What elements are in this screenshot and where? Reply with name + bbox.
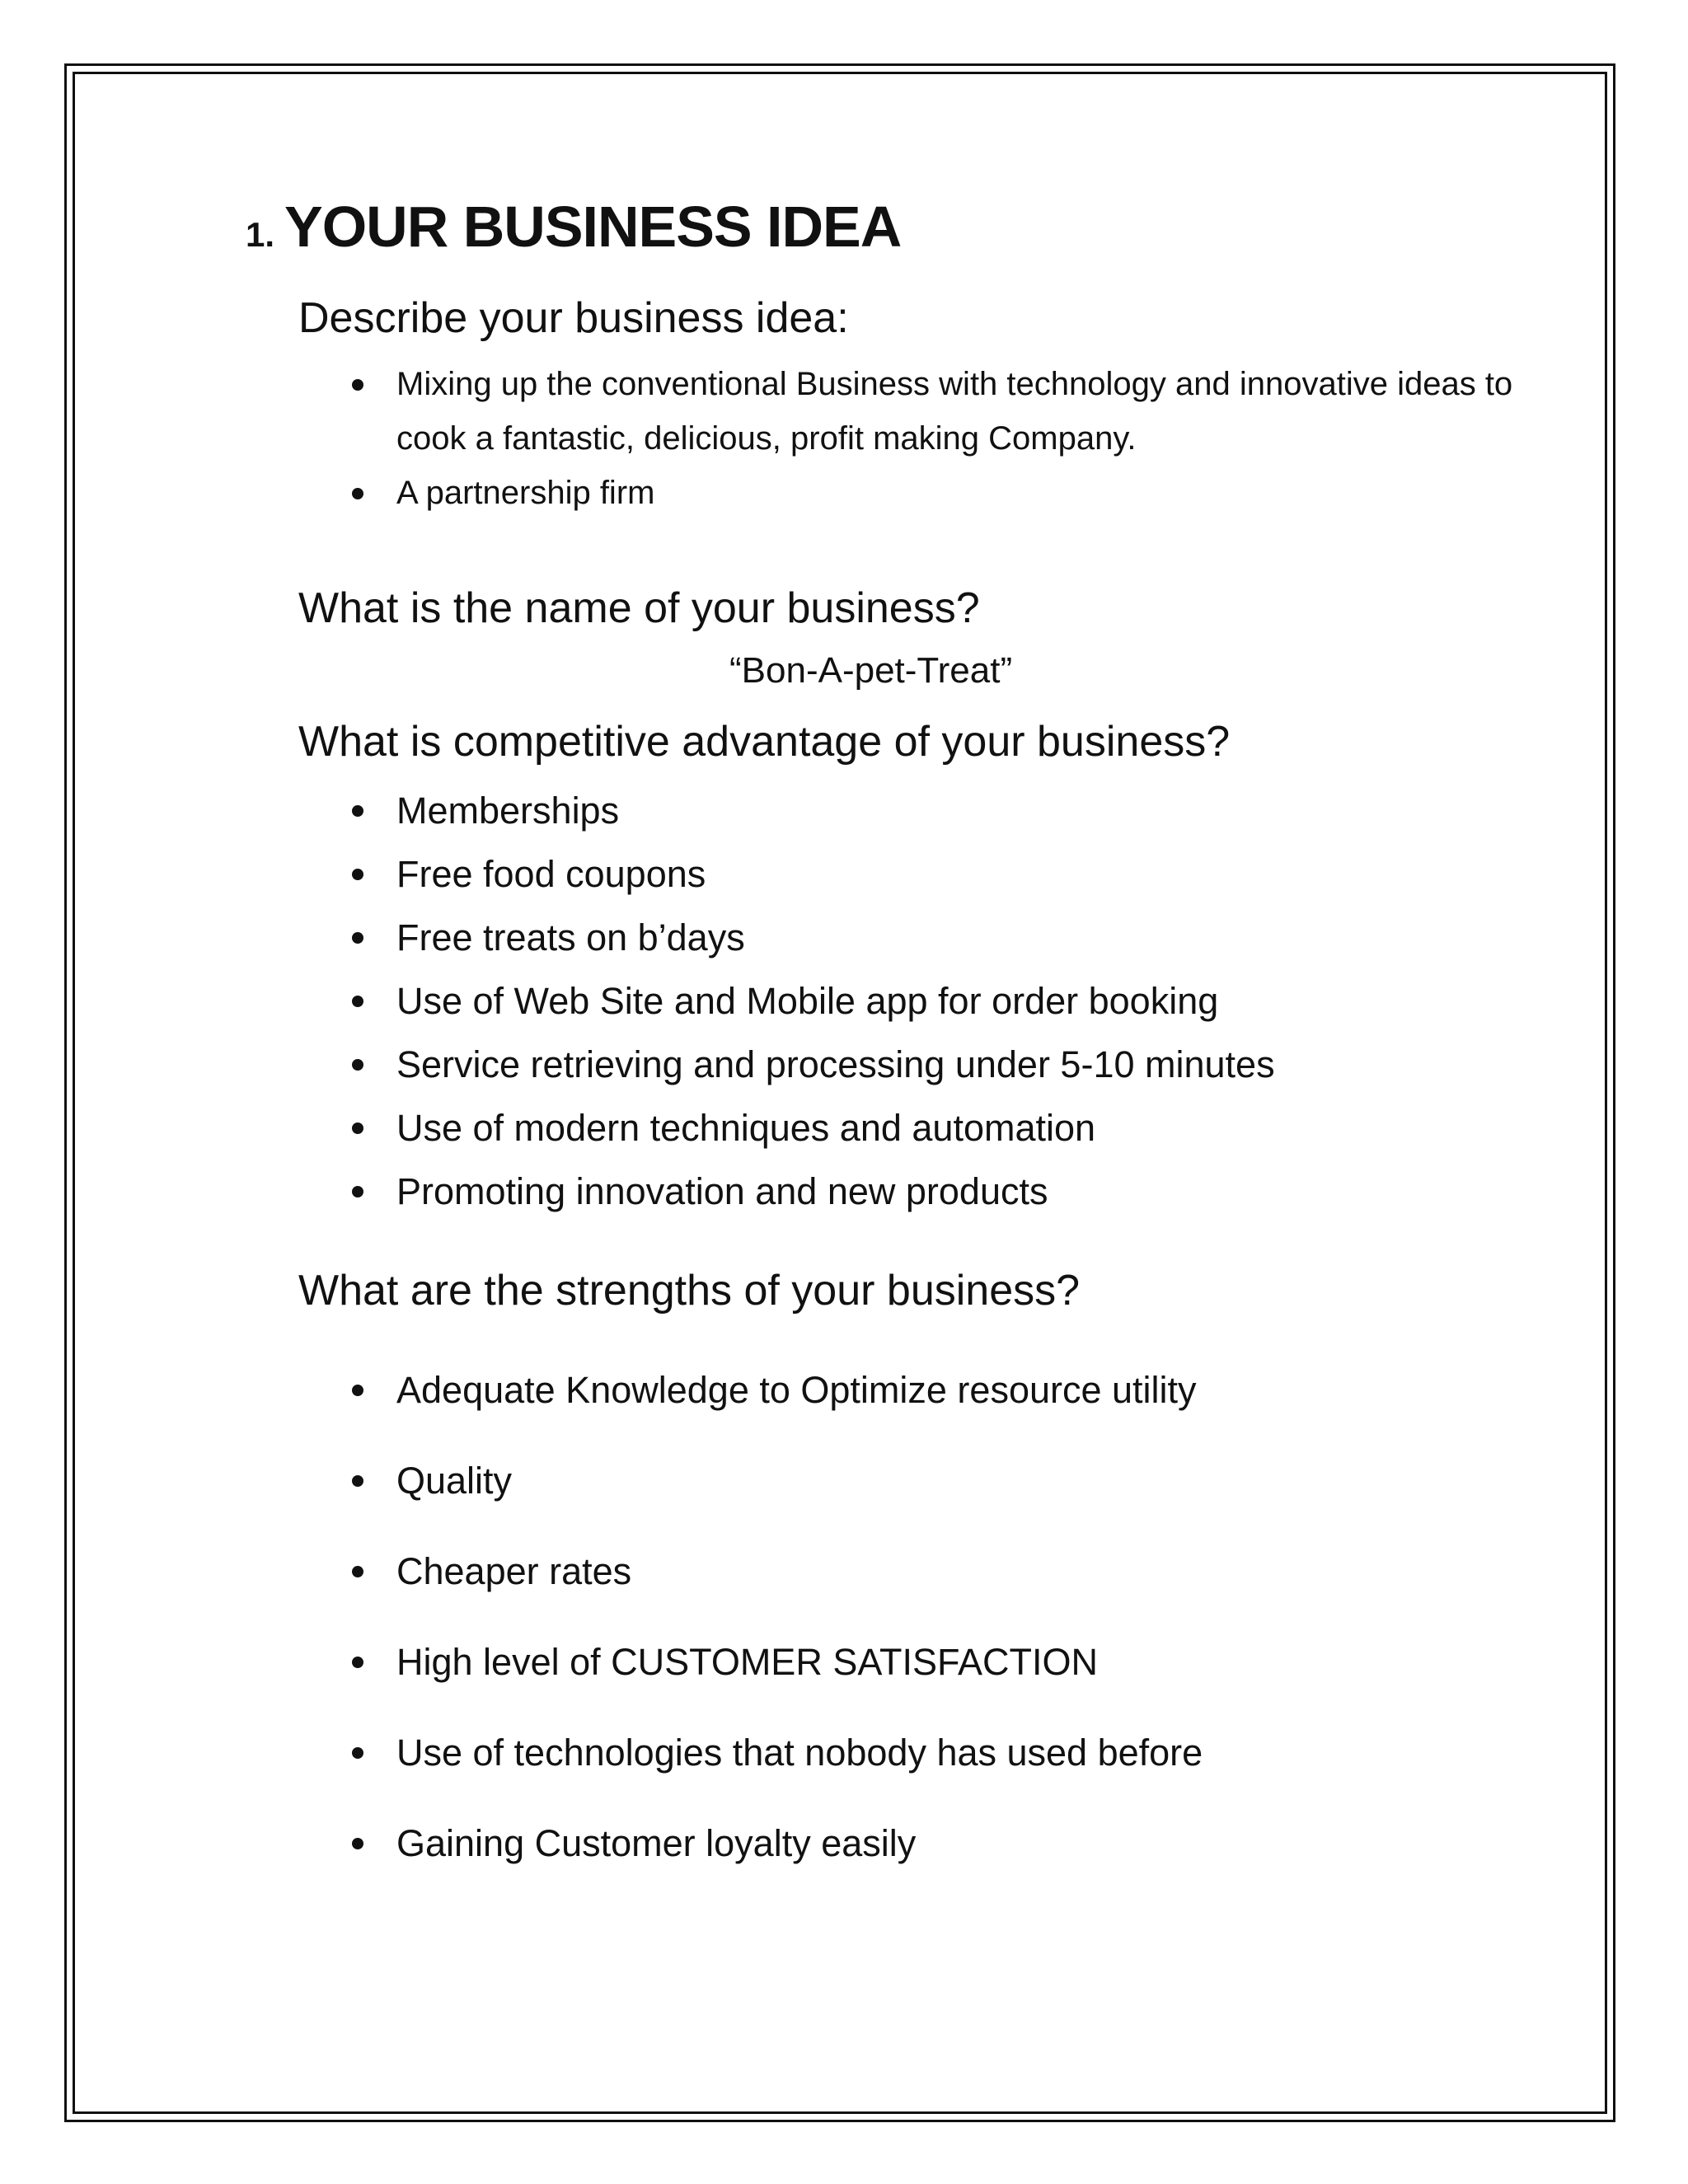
section-number: 1. xyxy=(246,215,275,254)
bullet-icon xyxy=(352,805,363,817)
list-item-text: Free food coupons xyxy=(396,853,706,895)
list-item xyxy=(298,1526,1203,1617)
list-item xyxy=(298,1798,1203,1889)
bullet-icon xyxy=(352,1475,363,1487)
section-heading xyxy=(246,194,902,259)
bullet-icon xyxy=(352,1385,363,1396)
describe-list xyxy=(298,357,1550,520)
strengths-list xyxy=(298,1345,1203,1889)
list-item xyxy=(298,1436,1203,1526)
list-item xyxy=(298,969,1275,1033)
list-item xyxy=(298,1160,1275,1223)
bullet-icon xyxy=(352,996,363,1007)
list-item-text: Mixing up the conventional Business with technology and innovative ideas to cook a fantastic, delicious, profit making Company. xyxy=(396,366,1513,457)
list-item xyxy=(298,1617,1203,1708)
bullet-icon xyxy=(352,1186,363,1197)
section-title: YOUR BUSINESS IDEA xyxy=(284,194,902,259)
bullet-icon xyxy=(352,1122,363,1134)
list-item-text: Use of Web Site and Mobile app for order booking xyxy=(396,980,1219,1022)
bullet-icon xyxy=(352,1059,363,1071)
list-item xyxy=(298,466,1550,520)
list-item-text: High level of CUSTOMER SATISFACTION xyxy=(396,1641,1099,1683)
bullet-icon xyxy=(352,869,363,880)
bullet-icon xyxy=(352,1657,363,1668)
bullet-icon xyxy=(352,932,363,944)
list-item-text: A partnership firm xyxy=(396,475,655,511)
list-item-text: Promoting innovation and new products xyxy=(396,1170,1048,1212)
advantage-question: What is competitive advantage of your business? xyxy=(298,718,1231,766)
list-item xyxy=(298,1096,1275,1160)
list-item-text: Use of modern techniques and automation xyxy=(396,1107,1096,1149)
list-item-text: Adequate Knowledge to Optimize resource utility xyxy=(396,1369,1197,1411)
list-item-text: Service retrieving and processing under 5-10 minutes xyxy=(396,1043,1275,1085)
bullet-icon xyxy=(352,1566,363,1577)
name-question: What is the name of your business? xyxy=(298,584,980,632)
list-item-text: Free treats on b’days xyxy=(396,916,745,958)
list-item xyxy=(298,1033,1275,1096)
list-item xyxy=(298,906,1275,969)
advantage-list xyxy=(298,779,1275,1223)
strengths-question: What are the strengths of your business? xyxy=(298,1267,1081,1315)
list-item xyxy=(298,842,1275,906)
list-item xyxy=(298,1708,1203,1798)
list-item xyxy=(298,1345,1203,1436)
business-name: “Bon-A-pet-Treat” xyxy=(729,650,1013,691)
list-item xyxy=(298,357,1550,466)
list-item-text: Use of technologies that nobody has used before xyxy=(396,1732,1203,1774)
bullet-icon xyxy=(352,379,363,391)
bullet-icon xyxy=(352,1838,363,1849)
list-item-text: Quality xyxy=(396,1460,513,1502)
list-item-text: Cheaper rates xyxy=(396,1550,632,1592)
list-item xyxy=(298,779,1275,842)
list-item-text: Memberships xyxy=(396,790,620,832)
list-item-text: Gaining Customer loyalty easily xyxy=(396,1822,917,1864)
bullet-icon xyxy=(352,488,363,499)
bullet-icon xyxy=(352,1747,363,1759)
describe-question: Describe your business idea: xyxy=(298,294,849,342)
